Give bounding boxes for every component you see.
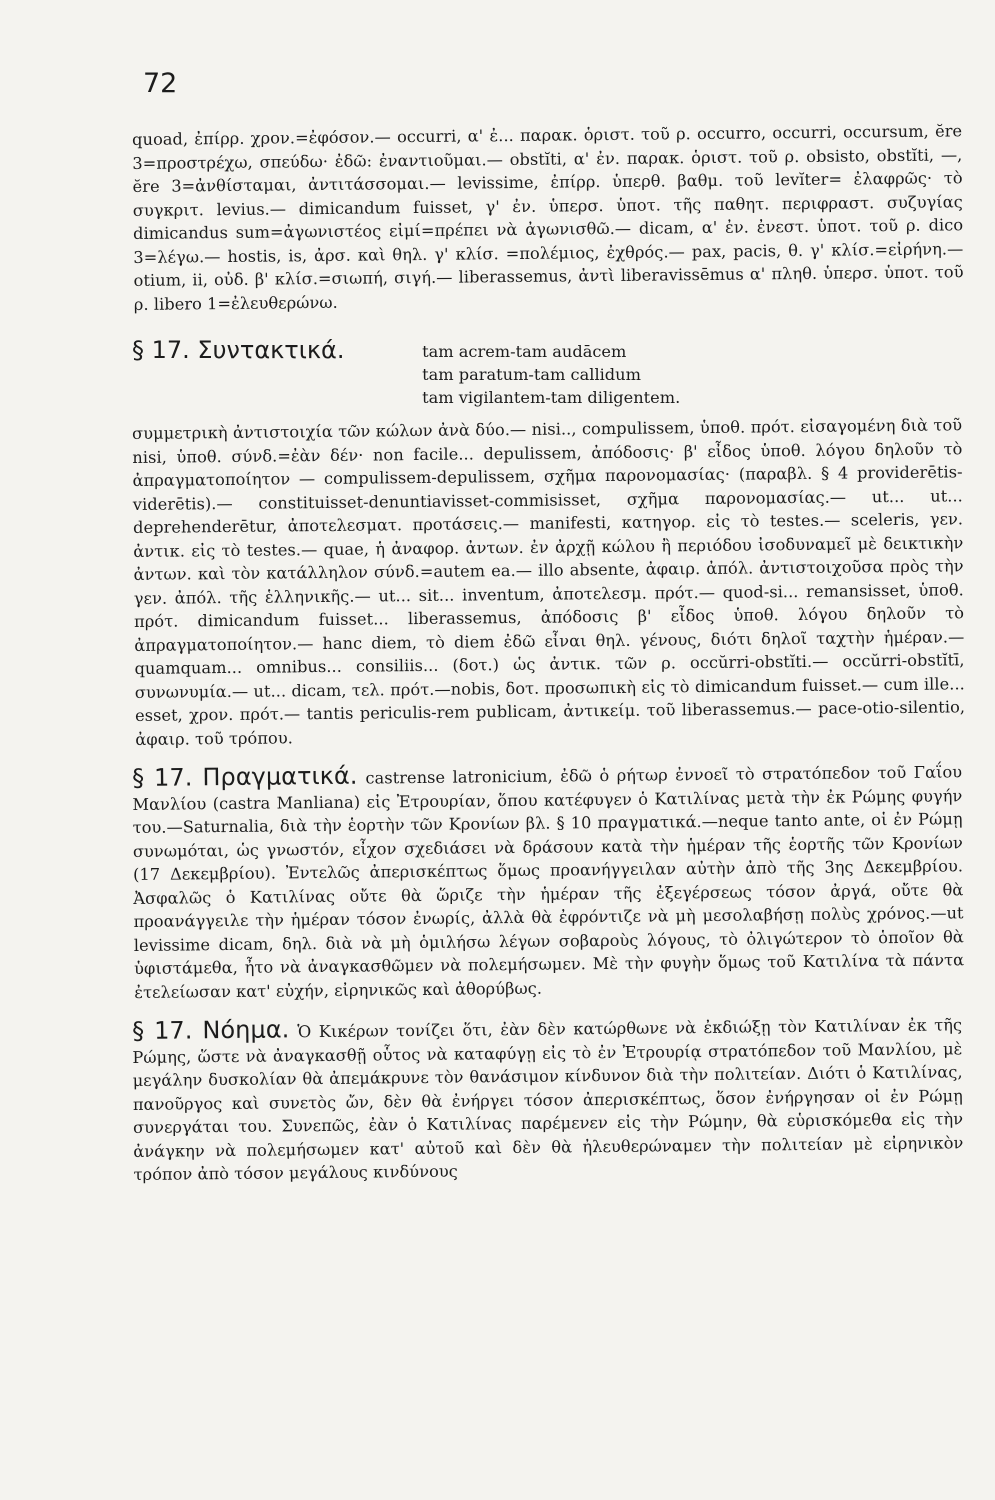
pragmatika-body: castrense latronicium, ἐδῶ ὁ ρήτωρ ἐννοεῖ τὸ στρατόπεδον τοῦ Γαΐου Μανλίου (castra Manliana) εἰς Ἐτρουρίαν, ὅπου κατέφυγεν ὁ Κατιλίνας μετὰ τὴν ἐκ Ρώμης φυγήν του.—Saturnalia, διὰ τὴν ἑορτὴν τῶν Κρονίων βλ. § 10 πραγματικά.—neque tanto ante, οἱ ἐν Ρώμῃ συνωμόται, ὡς γνωστόν, εἶχον σχεδιάσει νὰ δράσουν κατὰ τὴν ἡμέραν τῆς ἑορτῆς τῶν Κρονίων (17 Δεκεμβρίου). Ἐντελῶς ἀπερισκέπτως ὅμως προανήγγειλαν αὐτὴν ἀπὸ τῆς 3ης Δεκεμβρίου. Ἀσφαλῶς ὁ Κατιλίνας οὔτε θὰ ὥριζε τὴν ἡμέραν τῆς ἐξεγέρσεως τόσον ἀργά, οὔτε θὰ προανάγγειλε τὴν ἡμέραν τόσον ἐνωρίς, ἀλλὰ θὰ ἐφρόντιζε νὰ μὴ μεσολαβήσῃ πολὺς χρόνος.—ut levissime dicam, δηλ. διὰ νὰ μὴ ὁμιλήσω λέγων σοβαροὺς λόγους, τὸ ὀλιγώτερον τὸ ὁποῖον θὰ ὑφιστάμεθα, ἦτο νὰ ἀναγκασθῶμεν νὰ πολεμήσωμεν. Μὲ τὴν φυγὴν ὅμως τοῦ Κατιλίνα τὰ πάντα ἐτελείωσαν κατ' εὐχήν, εἰρηνικῶς καὶ ἀθορύβως. (132, 762, 965, 1002)
page-number: 72 (143, 68, 178, 99)
pragmatika-section (132, 758, 964, 1004)
pragmatika-heading: § 17. Πραγματικά. (131, 761, 358, 792)
noema-body: Ὁ Κικέρων τονίζει ὅτι, ἐὰν δὲν κατώρθωνε νὰ ἐκδιώξῃ τὸν Κατιλίναν ἐκ τῆς Ρώμης, ὥστε νὰ ἀναγκασθῇ οὗτος νὰ καταφύγῃ εἰς τὸ ἐν Ἐτρουρίᾳ στρατόπεδον τοῦ Μανλίου, μὲ μεγάλην δυσκολίαν θὰ ἀπεμάκρυνε τὸν θανάσιμον κίνδυνον διὰ τὴν πολιτείαν. Διότι ὁ Κατιλίνας, πανοῦργος καὶ συνετὸς ὤν, δὲν θὰ ἐνήργει τόσον ἀπερισκέπτως, ὅσον ἐνήργησαν οἱ ἐν Ρώμῃ συνεργάται του. Συνεπῶς, ἐὰν ὁ Κατιλίνας παρέμενεν εἰς τὴν Ρώμην, θὰ εὑρισκόμεθα εἰς τὴν ἀνάγκην νὰ πολεμήσωμεν κατ' αὐτοῦ καὶ δὲν θὰ ἠλευθερώναμεν τὴν πολιτείαν μὲ εἰρηνικὸν τρόπον ἀπὸ τόσον μεγάλους κινδύνους (132, 1015, 964, 1184)
syntax-line-1: tam acrem-tam audācem (422, 342, 627, 361)
vocabulary-paragraph: quoad, ἐπίρρ. χρον.=ἐφόσον.— occurri, α' ἐ... παρακ. ὁριστ. τοῦ ρ. occurro, occurri, occursum, ĕre 3=προστρέχω, σπεύδω· ἐδῶ: ἐναντιοῦμαι.— obstĭti, α' ἐν. παρακ. ὁριστ. τοῦ ρ. obsisto, obstĭti, —, ĕre 3=ἀνθίσταμαι, ἀντιτάσσομαι.— levissime, ἐπίρρ. ὑπερθ. βαθμ. τοῦ levĭter= ἐλαφρῶς· τὸ συγκριτ. levius.— dimicandum fuisset, γ' ἐν. ὑπερσ. ὑποτ. τῆς παθητ. περιφραστ. συζυγίας dimicandus sum=ἀγωνιστέος εἰμί=πρέπει νὰ ἀγωνισθῶ.— dicam, α' ἐν. ἐνεστ. ὑποτ. τοῦ ρ. dico 3=λέγω.— hostis, is, ἀρσ. καὶ θηλ. γ' κλίσ. =πολέμιος, ἐχθρός.— pax, pacis, θ. γ' κλίσ.=εἰρήνη.—otium, ii, οὐδ. β' κλίσ.=σιωπή, σιγή.— liberassemus, ἀντὶ liberavissēmus α' πληθ. ὑπερσ. ὑποτ. τοῦ ρ. libero 1=ἐλευθερώνω. (132, 121, 964, 314)
syntax-heading: § 17. Συντακτικά. (132, 336, 345, 364)
page-content (131, 121, 966, 1187)
syntax-example-lines (422, 336, 680, 409)
syntax-line-2: tam paratum-tam callidum (422, 365, 641, 384)
syntax-section (132, 336, 962, 416)
noema-heading: § 17. Νόημα. (131, 1015, 290, 1045)
noema-section (132, 1011, 964, 1186)
syntax-line-3: tam vigilantem-tam diligentem. (422, 388, 681, 407)
syntax-body: συμμετρικὴ ἀντιστοιχία τῶν κώλων ἀνὰ δύο.— nisi.., compulissem, ὑποθ. πρότ. εἰσαγομένη διὰ τοῦ nisi, ὑποθ. σύνδ.=ἐὰν δέν· non facile... depulissem, ἀπόδοσις· β' εἶδος ὑποθ. λόγου δηλοῦν τὸ ἀπραγματοποίητον — compulissem-depulissem, σχῆμα παρονομασίας· (παραβλ. § 4 providerētis-viderētis).— constituisset-denuntiavisset-commisisset, σχῆμα παρονομασίας.— ut... ut... deprehenderētur, ἀποτελεσματ. προτάσεις.— manifesti, κατηγορ. εἰς τὸ testes.— sceleris, γεν. ἀντικ. εἰς τὸ testes.— quae, ἡ ἀναφορ. ἀντων. ἐν ἀρχῇ κώλου ἢ περιόδου ἰσοδυναμεῖ μὲ δεικτικὴν ἀντων. καὶ τὸν κατάλληλον σύνδ.=autem ea.— illo absente, ἀφαιρ. ἀπόλ. ἀντιστοιχοῦσα πρὸς τὴν γεν. ἀπόλ. τῆς ἑλληνικῆς.— ut... sit... inventum, ἀποτελεσμ. πρότ.— quod-si... remansisset, ὑποθ. πρότ. dimicandum fuisset... liberassemus, ἀπόδοσις β' εἶδος ὑποθ. λόγου δηλοῦν τὸ ἀπραγματοποίητον.— hanc diem, τὸ diem ἐδῶ εἶναι θηλ. γένους, διότι δηλοῖ ταχτὴν ἡμέραν.—quamquam... omnibus... consiliis... (δοτ.) ὡς ἀντικ. τῶν ρ. occŭrri-obstĭti.— occŭrri-obstĭtī, συνωνυμία.— ut... dicam, τελ. πρότ.—nobis, δοτ. προσωπικὴ εἰς τὸ dimicandum fuisset.— cum ille... esset, χρον. πρότ.— tantis periculis-rem publicam, ἀντικείμ. τοῦ liberassemus.— pace-otio-silentio, ἀφαιρ. τοῦ τρόπου. (132, 415, 966, 749)
